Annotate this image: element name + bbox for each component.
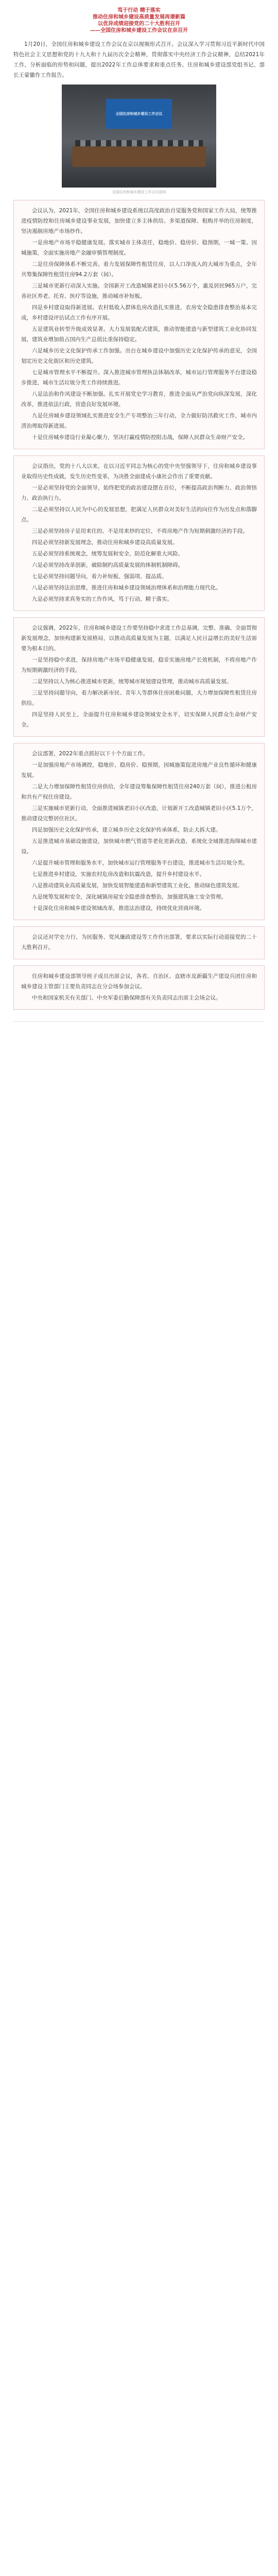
section-paragraph: 四是乡村建设取得新进展。农村低收入群体危房改造扎实推进，农房安全隐患排查整治基本完成，乡村建设评估试点工作有序开展。 — [21, 304, 257, 321]
section-paragraph: 三是坚持问题导向，着力解决新市民、青年人等群体住房困难问题，大力增加保障性租赁住房供给。 — [21, 690, 257, 706]
section-paragraph: 会议认为，2021年，全国住房和城乡建设系统以高度政治自觉服务党和国家工作大局，统筹推进疫情防控和住房城乡建设事业发展，加快建立多主体供给、多渠道保障、租购并举的住房制度，坚决遏制房地产市场炒作。 — [21, 208, 257, 234]
section-paragraph: 五是建筑业转型升级成效显著。大力发展装配式建筑，推动智能建造与新型建筑工业化协同发展，建筑业增加值占国内生产总值比重保持稳定。 — [21, 326, 257, 343]
section-paragraph: 二是坚持以人为核心推进城市更新，统筹城市规划建设管理，推动城市高质量发展。 — [32, 679, 232, 685]
section-paragraph: 二是住房保障体系不断完善。着力发展保障性租赁住房，以人口净流入的大城市为重点，全年共筹集保障性租赁住房94.2万套（间）。 — [21, 261, 257, 278]
title-line-3: 以优异成绩迎接党的二十大胜利召开 — [98, 21, 180, 27]
section-tasks — [13, 743, 265, 920]
photo-caption: 全国住房和城乡建设工作会议现场 — [112, 190, 166, 194]
section-paragraph: 四是必须坚持新发展理念，推动住房和城乡建设高质量发展。 — [32, 539, 178, 546]
section-paragraph: 二是必须坚持以人民为中心的发展思想，把满足人民群众对美好生活的向往作为出发点和落脚点。 — [21, 506, 257, 523]
section-paragraph: 六是必须坚持改革创新，破除制约高质量发展的体制机制障碍。 — [32, 562, 183, 568]
section-achievements — [13, 200, 265, 449]
article — [0, 0, 278, 1022]
section-paragraph: 九是必须坚持求真务实的工作作风，笃于行动、精于落实。 — [32, 596, 172, 602]
section-paragraph: 十是深化住房和城乡建设领域改革，推进法治建设，持续优化营商环境。 — [32, 905, 205, 911]
section-paragraph: 一是加强房地产市场调控，稳地价、稳房价、稳预期，因城施策促进房地产业良性循环和健康发展。 — [21, 762, 257, 778]
section-paragraph: 三是城市更新行动深入实施。全国新开工改造城镇老旧小区5.56万个，惠及居民965万户，完善社区养老、托育、医疗等设施，推动城市补短板。 — [21, 283, 257, 299]
section-paragraph: 九是统筹发展和安全，深化城镇房屋安全隐患排查整治，加强建筑施工安全管理。 — [32, 894, 227, 900]
section-party-building — [13, 926, 265, 959]
conference-photo — [62, 84, 216, 188]
footer-divider — [13, 1021, 265, 1022]
section-experience — [13, 455, 265, 611]
section-paragraph: 一是房地产市场平稳健康发展。落实城市主体责任，稳地价、稳房价、稳预期，一城一策、因城施策，全面实施房地产金融审慎管理制度。 — [21, 240, 257, 256]
section-paragraph: 六是城乡历史文化保护传承工作加强。出台在城乡建设中加强历史文化保护传承的意见，全国划定历史文化街区和历史建筑。 — [21, 348, 257, 364]
section-paragraph: 会议强调，2022年，住房和城乡建设工作要坚持稳中求进工作总基调，完整、准确、全面贯彻新发展理念，加快构建新发展格局，以推动高质量发展为主题，以满足人民日益增长的美好生活需要为根本目的。 — [21, 625, 257, 652]
section-paragraph: 二是大力增加保障性租赁住房供给，全年建设筹集保障性租赁住房240万套（间），推进公租房和共有产权住房建设。 — [21, 784, 257, 800]
section-paragraph: 会议部署，2022年重点抓好以下十个方面工作。 — [32, 751, 149, 757]
section-paragraph: 会议还对学史力行、为民服务、党风廉政建设等工作作出部署，要求以实际行动迎接党的二十大胜利召开。 — [21, 934, 257, 951]
section-paragraph: 四是加强历史文化保护传承，建立城乡历史文化保护传承体系，防止大拆大建。 — [32, 827, 221, 833]
section-paragraph: 中央和国家机关有关部门、中央军委后勤保障部有关负责同志出席主会场会议。 — [32, 995, 221, 1001]
section-paragraph: 三是必须坚持房子是用来住的、不是用来炒的定位，不将房地产作为短期刺激经济的手段。 — [32, 528, 248, 534]
section-paragraph: 五是推进城市基础设施建设，加快城市燃气管道等老化更新改造，系统化全域推进海绵城市建设。 — [21, 838, 257, 855]
intro-paragraph: 1月20日，全国住房和城乡建设工作会议在京以视频形式召开。会议深入学习贯彻习近平新时代中国特色社会主义思想和党的十九大和十九届历次全会精神，贯彻落实中央经济工作会议精神，总结2021年工作，分析面临的形势和问题，提出2022年工作总体要求和重点任务。住房和城乡建设部党组书记、部长王蒙徽作工作报告。 — [13, 41, 265, 78]
photo-table — [72, 146, 206, 167]
section-paragraph: 八是法治和作风建设不断加强。扎实开展党史学习教育，推进全面从严治党向纵深发展，深化改革，推进依法行政，营造良好发展环境。 — [21, 391, 257, 408]
section-paragraph: 六是提升城市管理和服务水平，加快城市运行管理服务平台建设，推进城市生活垃圾分类。 — [32, 860, 248, 866]
section-paragraph: 八是推动建筑业高质量发展，加快发展智能建造和新型建筑工业化，推动绿色建筑发展。 — [32, 883, 243, 889]
section-paragraph: 三是实施城市更新行动，全面推进城镇老旧小区改造，计划新开工改造城镇老旧小区5.1万个，推动建设完整居住社区。 — [21, 805, 257, 822]
title-line-1: 笃于行动 精于落实 — [117, 8, 161, 13]
title-line-4: ——全国住房和城乡建设工作会议在京召开 — [90, 28, 188, 33]
section-paragraph: 五是必须坚持系统观念，统筹发展和安全，防范化解重大风险。 — [32, 551, 183, 557]
section-requirements — [13, 617, 265, 737]
photo-screen: 全国住房和城乡建设工作会议 — [106, 99, 172, 129]
section-attendees — [13, 965, 265, 1010]
article-title — [13, 7, 265, 34]
section-paragraph: 一是坚持稳中求进，保持房地产市场平稳健康发展，稳妥实施房地产长效机制，不将房地产作为短期刺激经济的手段。 — [21, 657, 257, 673]
section-paragraph: 七是必须坚持问题导向，着力补短板、强弱项、提品质。 — [32, 573, 167, 580]
title-line-2: 推动住房和城乡建设高质量发展再谱新篇 — [93, 14, 185, 20]
section-paragraph: 七是城市管理水平不断提升。深入推进城市管理执法体制改革，城市运行管理服务平台建设稳步推进，城市生活垃圾分类工作持续推进。 — [21, 369, 257, 386]
section-paragraph: 十是住房城乡建设行业凝心聚力，坚决打赢疫情防控阻击战，保障人民群众生命财产安全。 — [32, 434, 248, 440]
section-paragraph: 七是推进乡村建设，实施农村危房改造和抗震改造，提升乡村建设水平。 — [32, 871, 205, 877]
section-paragraph: 住房和城乡建设部领导班子成员出席会议，各省、自治区、直辖市及新疆生产建设兵团住房和城乡建设主管部门主要负责同志在分会场参加会议。 — [21, 973, 257, 990]
section-paragraph: 九是住房城乡建设领域扎实推进安全生产专项整治三年行动，全力做好防汛救灾工作，城市内涝治理取得新进展。 — [21, 413, 257, 429]
section-paragraph: 一是必须坚持党的全面领导，始终把党的政治建设摆在首位，不断提高政治判断力、政治领悟力、政治执行力。 — [21, 485, 257, 501]
section-paragraph: 八是必须坚持法治思维，推进住房和城乡建设领域治理体系和治理能力现代化。 — [32, 585, 221, 591]
section-paragraph: 会议指出，党的十八大以来，在以习近平同志为核心的党中央坚强领导下，住房和城乡建设事业取得历史性成就，发生历史性变革，为决胜全面建成小康社会作出了重要贡献。 — [21, 463, 257, 480]
section-paragraph: 四是坚持人民至上，全面提升住房和城乡建设领域安全水平，切实保障人民群众生命财产安全。 — [21, 711, 257, 728]
